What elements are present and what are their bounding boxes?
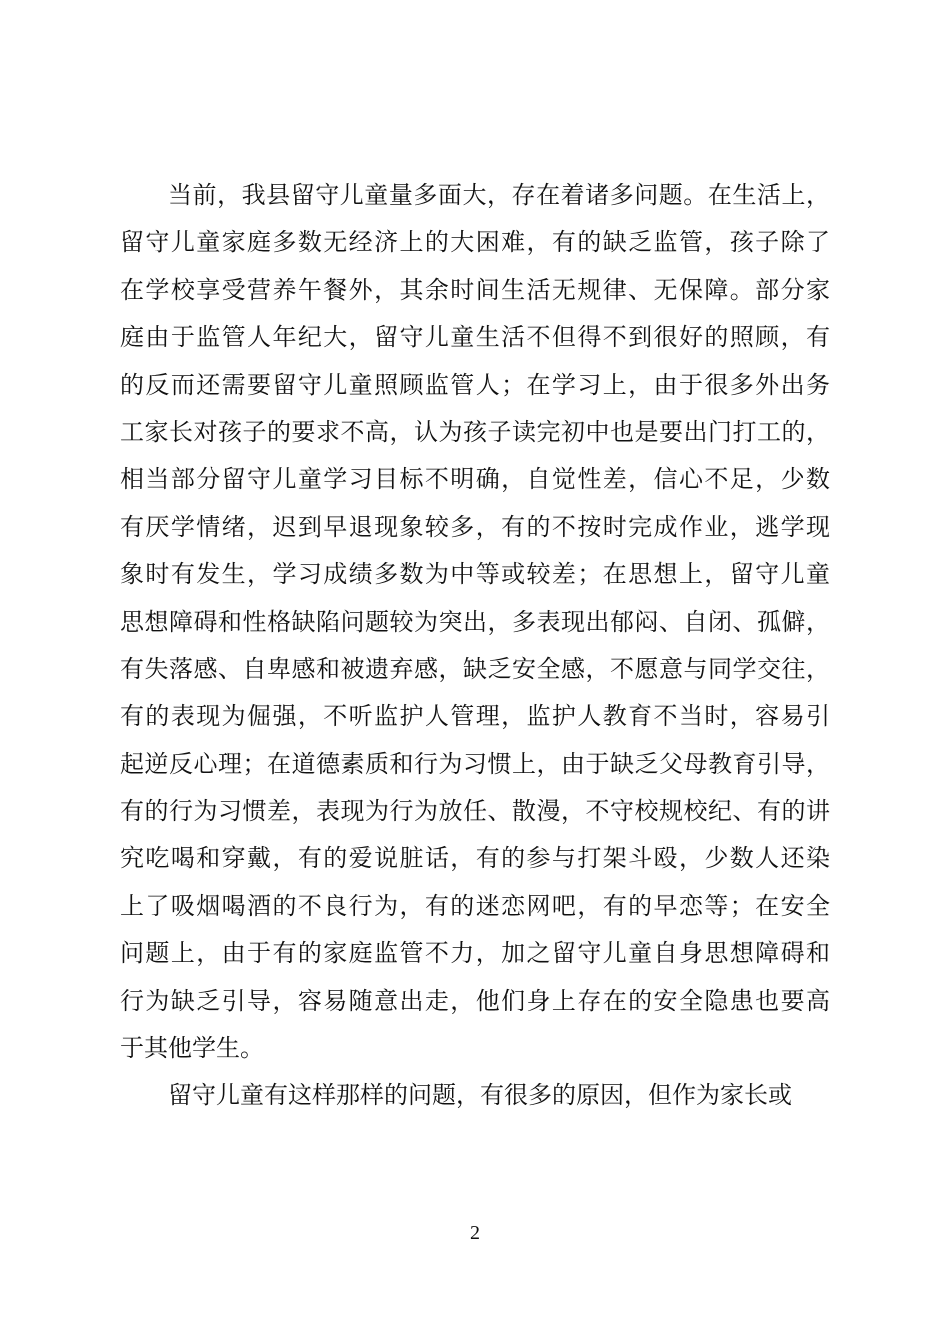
paragraph-1-line-7: 相当部分留守儿童学习目标不明确，自觉性差，信心不足，少数 (120, 465, 830, 494)
body-text (120, 172, 830, 1120)
paragraph-1-line-6: 工家长对孩子的要求不高，认为孩子读完初中也是要出门打工的， (120, 417, 830, 446)
paragraph-1-line-4: 庭由于监管人年纪大，留守儿童生活不但得不到很好的照顾，有 (120, 323, 830, 352)
paragraph-1-line-14: 有的行为习惯差，表现为行为放任、散漫，不守校规校纪、有的讲 (120, 797, 830, 826)
paragraph-1-line-12: 有的表现为倔强，不听监护人管理，监护人教育不当时，容易引 (120, 702, 830, 731)
paragraph-1-line-2: 留守儿童家庭多数无经济上的大困难，有的缺乏监管，孩子除了 (120, 228, 830, 257)
paragraph-1-line-8: 有厌学情绪，迟到早退现象较多，有的不按时完成作业，逃学现 (120, 512, 830, 541)
paragraph-1-line-11: 有失落感、自卑感和被遗弃感，缺乏安全感，不愿意与同学交往， (120, 654, 830, 683)
paragraph-1-line-17: 问题上，由于有的家庭监管不力，加之留守儿童自身思想障碍和 (120, 939, 830, 968)
page-number: 2 (470, 1222, 480, 1244)
paragraph-1-line-9: 象时有发生，学习成绩多数为中等或较差；在思想上，留守儿童 (120, 560, 830, 589)
paragraph-1-line-19: 于其他学生。 (120, 1034, 264, 1063)
paragraph-2-line-1: 留守儿童有这样那样的问题，有很多的原因，但作为家长或 (168, 1081, 792, 1110)
paragraph-1-line-5: 的反而还需要留守儿童照顾监管人；在学习上，由于很多外出务 (120, 370, 830, 399)
paragraph-1-line-18: 行为缺乏引导，容易随意出走，他们身上存在的安全隐患也要高 (120, 986, 830, 1015)
paragraph-1-line-1: 当前，我县留守儿童量多面大，存在着诸多问题。在生活上， (168, 181, 830, 209)
paragraph-1-line-10: 思想障碍和性格缺陷问题较为突出，多表现出郁闷、自闭、孤僻， (120, 607, 830, 636)
paragraph-1-line-3: 在学校享受营养午餐外，其余时间生活无规律、无保障。部分家 (120, 275, 830, 304)
paragraph-1-line-13: 起逆反心理；在道德素质和行为习惯上，由于缺乏父母教育引导， (120, 749, 830, 778)
paragraph-1-line-15: 究吃喝和穿戴，有的爱说脏话，有的参与打架斗殴，少数人还染 (120, 844, 830, 873)
paragraph-1-line-16: 上了吸烟喝酒的不良行为，有的迷恋网吧，有的早恋等；在安全 (120, 891, 830, 920)
